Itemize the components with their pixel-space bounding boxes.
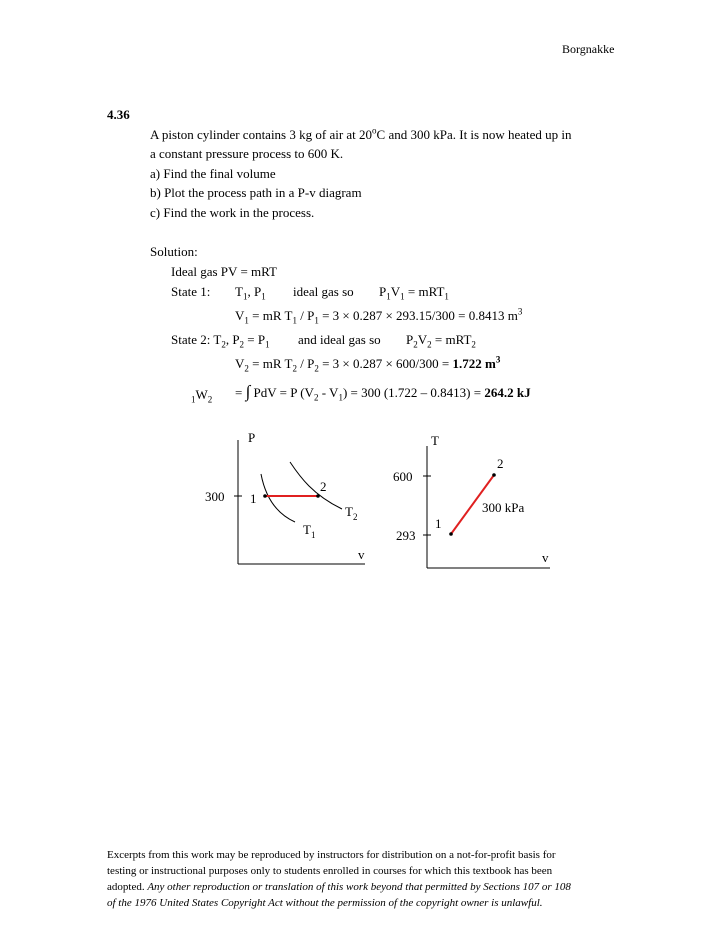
problem-statement-line2: a constant pressure process to 600 K. <box>150 146 344 161</box>
tv-point-2 <box>492 473 496 477</box>
pv-point1-label: 1 <box>250 491 257 506</box>
solution-v2-equation: $V_2$ = mR $T_2 / P_2 = 3 \times 0.287 \times 600/300 = 1.722$ $m^3$ <box>235 354 501 374</box>
tv-y-label: T <box>431 433 439 448</box>
tv-tick-low-label: 293 <box>396 528 416 543</box>
footer-line3: adopted. Any other reproduction or translation of this work beyond that permitted by Sections 107 or 108 <box>107 881 571 893</box>
footer-line2: testing or instructional purposes only to students enrolled in courses for which this textbook has been <box>107 865 553 877</box>
tv-x-label: v <box>542 550 549 565</box>
solution-state2-mid: and ideal gas so <box>298 332 381 347</box>
pv-tick-label: 300 <box>205 489 225 504</box>
tv-process-label: 300 kPa <box>482 500 525 515</box>
copyright-footer <box>107 847 627 911</box>
tv-point-1 <box>449 532 453 536</box>
pv-isotherm-t1 <box>261 474 295 522</box>
pv-x-label: v <box>358 547 365 562</box>
pv-y-label: P <box>248 430 256 445</box>
tv-diagram <box>385 430 560 570</box>
pv-t1-label: $T_1$ <box>303 522 316 540</box>
integral-sign: ∫ <box>245 382 251 401</box>
pv-diagram <box>195 425 385 570</box>
solution-work-symbol: $_1W_2$ <box>191 387 213 405</box>
solution-state1-vars: $T_1$, $P_1$ <box>235 284 266 302</box>
footer-line4: of the 1976 United States Copyright Act without the permission of the copyright owner is unlawful. <box>107 897 543 909</box>
footer-line1: Excerpts from this work may be reproduced by instructors for distribution on a not-for-profit basis for <box>107 849 556 861</box>
solution-ideal-gas: Ideal gas PV = mRT <box>171 264 277 279</box>
tv-tick-high-label: 600 <box>393 469 413 484</box>
solution-state1-equation: $P_1V_1 = mRT_1$ <box>379 284 449 302</box>
tv-point2-label: 2 <box>497 456 504 471</box>
pv-point2-label: 2 <box>320 479 327 494</box>
tv-point1-label: 1 <box>435 516 442 531</box>
solution-state2-equation: $P_2V_2 = mRT_2$ <box>406 332 476 350</box>
problem-part-c: c) Find the work in the process. <box>150 205 315 220</box>
solution-state1-mid: ideal gas so <box>293 284 354 299</box>
pv-isotherm-t2 <box>290 462 342 509</box>
page-header-author: Borgnakke <box>562 42 615 56</box>
solution-state1-label: State 1: <box>171 284 211 299</box>
solution-v1-equation: $V_1$ = mR $T_1 / P_1 = 3 \times 0.287 \times 293.15/300 = 0.8413$ $m^3$ <box>235 306 523 326</box>
problem-part-a: a) Find the final volume <box>150 166 276 181</box>
solution-heading: Solution: <box>150 244 198 259</box>
problem-part-b: b) Plot the process path in a P-v diagram <box>150 185 362 200</box>
pv-point-1 <box>263 494 267 498</box>
solution-work-equation: = ∫ PdV = P $(V_2 - V_1) = 300$ (1.722 – 0.8413) = 264.2 kJ <box>235 382 531 403</box>
problem-statement-line1: A piston cylinder contains 3 kg of air at 20$^o$C and 300 kPa. It is now heated up in <box>150 125 572 142</box>
pv-t2-label: $T_2$ <box>345 504 358 522</box>
solution-state2-vars: State 2: $T_2$, $P_2 = P_1$ <box>171 332 270 350</box>
problem-number: 4.36 <box>107 107 130 122</box>
pv-point-2 <box>316 494 320 498</box>
